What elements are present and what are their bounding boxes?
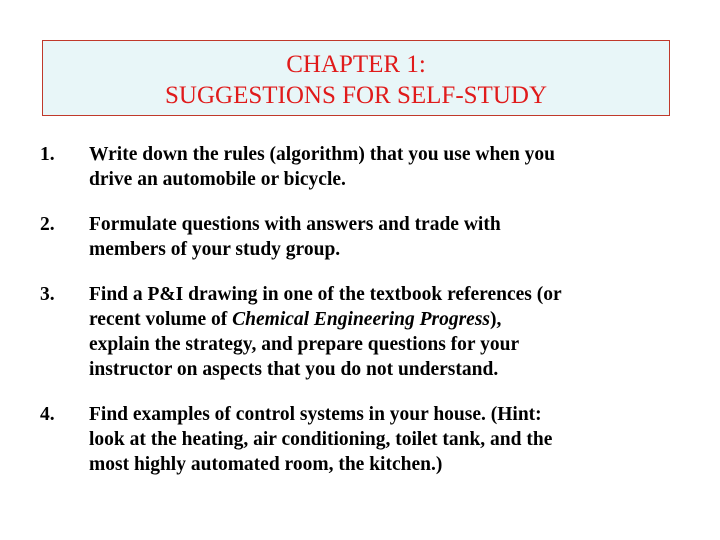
item-text-line: drive an automobile or bicycle. — [89, 169, 346, 190]
title-line-1: CHAPTER 1: — [286, 51, 426, 78]
item-text-fragment: ), — [490, 309, 502, 330]
item-text-line: Formulate questions with answers and trade with — [89, 214, 501, 235]
list-item — [40, 142, 700, 192]
item-number: 1. — [40, 144, 55, 165]
list-item — [40, 402, 700, 477]
title-box — [42, 40, 670, 116]
item-number: 2. — [40, 214, 55, 235]
suggestion-list — [40, 142, 700, 497]
journal-title: Chemical Engineering Progress — [232, 309, 491, 330]
item-text-line: Find examples of control systems in your house. (Hint: — [89, 404, 542, 425]
item-text-line: look at the heating, air conditioning, toilet tank, and the — [89, 429, 553, 450]
item-text-line — [89, 307, 700, 332]
list-item — [40, 212, 700, 262]
item-text-fragment: recent volume of — [89, 309, 233, 330]
item-text-line: instructor on aspects that you do not understand. — [89, 359, 499, 380]
item-text-line: Find a P&I drawing in one of the textbook references (or — [89, 284, 562, 305]
item-text-line: most highly automated room, the kitchen.) — [89, 454, 443, 475]
item-text-line: explain the strategy, and prepare questions for your — [89, 334, 520, 355]
title-line-2: SUGGESTIONS FOR SELF-STUDY — [165, 82, 547, 109]
item-text-line: members of your study group. — [89, 239, 341, 260]
item-number: 4. — [40, 404, 55, 425]
item-text-line: Write down the rules (algorithm) that you use when you — [89, 144, 556, 165]
item-number: 3. — [40, 284, 55, 305]
list-item — [40, 282, 700, 382]
